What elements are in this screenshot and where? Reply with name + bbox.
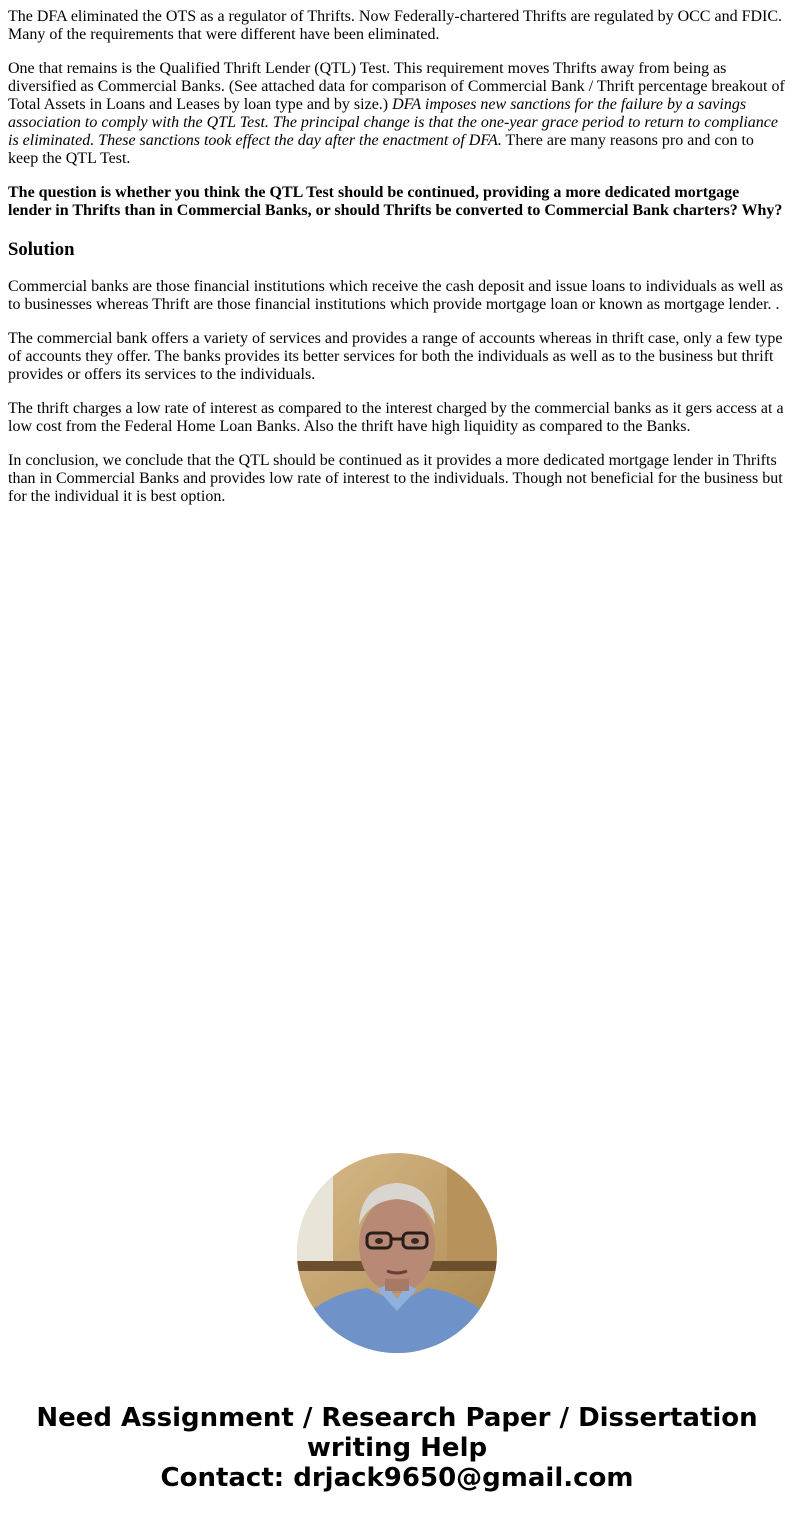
solution-paragraph-4: In conclusion, we conclude that the QTL should be continued as it provides a more dedicated mortgage lender in Thrifts than in Commercial Banks and provides low rate of interest to the individuals. Though not beneficial for the business but for the individual it is best option.: [8, 452, 783, 505]
promo-contact: Contact: drjack9650@gmail.com: [160, 1463, 634, 1493]
question-paragraph-1: The DFA eliminated the OTS as a regulator of Thrifts. Now Federally-chartered Thrifts are regulated by OCC and FDIC. Many of the requirements that were different have been eliminated.: [8, 8, 783, 43]
question-paragraph-2-italic: DFA imposes new sanctions for the failure by a savings association to comply with the QTL Test. The principal change is that the one-year grace period to return to compliance is eliminated. These sanctions took effect the day after the enactment of DFA.: [8, 96, 778, 149]
solution-paragraph-2: The commercial bank offers a variety of services and provides a range of accounts whereas in thrift case, only a few type of accounts they offer. The banks provides its better services for both the individuals as well as to the business but thrift provides or offers its services to the individuals.: [8, 330, 783, 383]
document-content: [8, 8, 786, 522]
question-paragraph-2-end: There are many reasons pro and con to keep the QTL Test.: [8, 132, 754, 167]
solution-heading: Solution: [8, 239, 75, 260]
avatar-portrait-icon: [297, 1153, 497, 1353]
solution-paragraph-1: Commercial banks are those financial institutions which receive the cash deposit and issue loans to individuals as well as to businesses whereas Thrift are those financial institutions which provide mortgage loan or known as mortgage lender. .: [8, 278, 783, 313]
question-paragraph-2-start: One that remains is the Qualified Thrift Lender (QTL) Test. This requirement moves Thrifts away from being as diversified as Commercial Banks. (See attached data for comparison of Commercial Bank / Thrift percentage breakout of Total Assets in Loans and Leases by loan type and by size.): [8, 60, 785, 113]
promo-line-2: writing Help: [306, 1433, 488, 1463]
promo-line-1: Need Assignment / Research Paper / Dissertation: [36, 1403, 758, 1433]
solution-paragraph-3: The thrift charges a low rate of interest as compared to the interest charged by the commercial banks as it gers access at a low cost from the Federal Home Loan Banks. Also the thrift have high liquidity as compared to the Banks.: [8, 400, 784, 435]
avatar: [297, 1153, 497, 1353]
question-paragraph-2: [8, 60, 786, 168]
promo-banner: [0, 1403, 794, 1493]
question-bold-paragraph: The question is whether you think the QTL Test should be continued, providing a more dedicated mortgage lender in Thrifts than in Commercial Banks, or should Thrifts be converted to Commercial Bank charters? Why?: [8, 184, 783, 219]
